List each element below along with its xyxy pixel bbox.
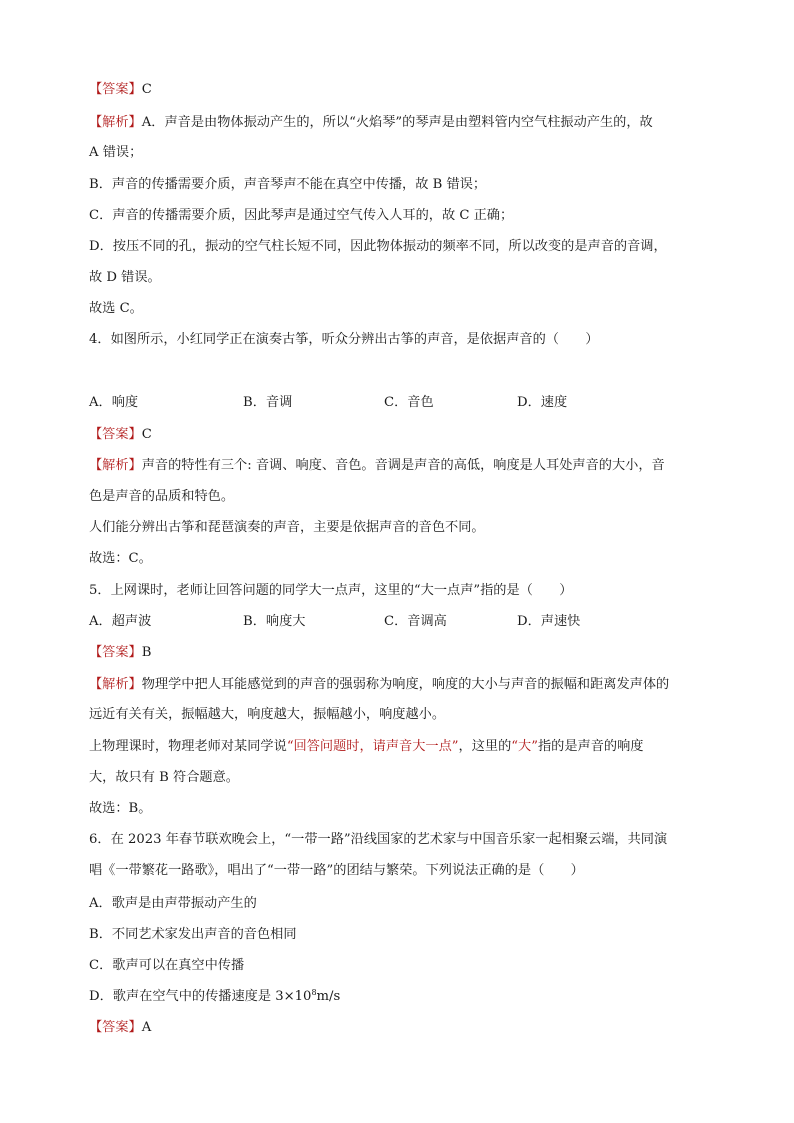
q3-analysis-line-3: B．声音的传播需要介质，声音琴声不能在真空中传播，故 B 错误；	[89, 177, 487, 192]
answer-value: B	[141, 645, 152, 660]
q5-analysis-line-3	[89, 737, 643, 757]
option-text: D．歌声在空气中的传播速度是 3×10	[89, 989, 312, 1004]
answer-value: C	[141, 82, 152, 97]
q6-option-a: A．歌声是由声带振动产生的	[89, 896, 257, 911]
answer-tag: 【答案】	[89, 1020, 142, 1035]
analysis-text: 物理学中把人耳能感觉到的声音的强弱称为响度，响度的大小与声音的振幅和距离发声体的	[141, 677, 670, 692]
q4-option-b: B．音调	[243, 395, 293, 410]
analysis-text: A．声音是由物体振动产生的，所以“火焰琴”的琴声是由塑料管内空气柱振动产生的，故	[141, 115, 653, 130]
q3-answer-line	[89, 80, 152, 100]
analysis-text: 声音的特性有三个: 音调、响度、音色。音调是声音的高低，响度是人耳处声音的大小，音	[141, 458, 665, 473]
quoted-word: “大”	[511, 739, 538, 754]
q3-analysis-line-6: 故 D 错误。	[89, 270, 161, 285]
q3-analysis-line-4: C．声音的传播需要介质，因此琴声是通过空气传入人耳的，故 C 正确；	[89, 208, 514, 223]
q5-conclusion: 故选：B。	[89, 801, 152, 816]
q4-conclusion: 故选：C。	[89, 551, 152, 566]
analysis-tag: 【解析】	[89, 115, 142, 130]
analysis-tag: 【解析】	[89, 458, 142, 473]
q5-analysis-line-4: 大，故只有 B 符合题意。	[89, 770, 239, 785]
q5-option-d: D．声速快	[517, 614, 581, 629]
answer-tag: 【答案】	[89, 645, 142, 660]
q4-analysis-line-2: 色是声音的品质和特色。	[89, 489, 235, 504]
q5-analysis-line-2: 远近有关有关，振幅越大，响度越大，振幅越小，响度越小。	[89, 707, 446, 722]
q3-conclusion: 故选 C。	[89, 301, 143, 316]
q4-analysis-line-3: 人们能分辨出古筝和琵琶演奏的声音，主要是依据声音的音色不同。	[89, 520, 485, 535]
q6-option-b: B．不同艺术家发出声音的音色相同	[89, 927, 297, 942]
analysis-text: 指的是声音的响度	[537, 739, 644, 754]
analysis-text: ，这里的	[458, 739, 512, 754]
q5-option-c: C．音调高	[384, 614, 447, 629]
q3-analysis-line-5: D．按压不同的孔，振动的空气柱长短不同，因此物体振动的频率不同，所以改变的是声音的音调，	[89, 239, 667, 254]
q6-answer-line	[89, 1018, 151, 1038]
q4-stem: 4．如图所示，小红同学正在演奏古筝，听众分辨出古筝的声音，是依据声音的（ ）	[89, 332, 599, 347]
unit: m/s	[316, 989, 341, 1004]
analysis-tag: 【解析】	[89, 677, 142, 692]
analysis-text: 上物理课时，物理老师对某同学说	[89, 739, 287, 754]
exponent: 8	[311, 988, 317, 997]
answer-tag: 【答案】	[89, 427, 142, 442]
answer-tag: 【答案】	[89, 82, 142, 97]
q4-option-a: A．响度	[89, 395, 139, 410]
q6-stem-line-2: 唱《一带繁花一路歌》，唱出了“一带一路”的团结与繁荣。下列说法正确的是（ ）	[89, 863, 584, 878]
answer-value: A	[141, 1020, 152, 1035]
q6-option-c: C．歌声可以在真空中传播	[89, 958, 245, 973]
q3-analysis-line-1	[89, 113, 653, 133]
q6-option-d	[89, 987, 340, 1007]
q6-stem-line-1: 6．在 2023 年春节联欢晚会上，“一带一路”沿线国家的艺术家与中国音乐家一起相聚云端，共同演	[89, 832, 668, 847]
q5-stem: 5．上网课时，老师让回答问题的同学大一点声，这里的“大一点声”指的是（ ）	[89, 583, 573, 598]
answer-value: C	[141, 427, 152, 442]
q4-analysis-line-1	[89, 456, 665, 476]
q3-analysis-line-2: A 错误；	[89, 145, 143, 160]
q5-option-b: B．响度大	[243, 614, 306, 629]
q4-option-d: D．速度	[517, 395, 568, 410]
q5-analysis-line-1	[89, 675, 669, 695]
q5-option-a: A．超声波	[89, 614, 152, 629]
q5-answer-line	[89, 643, 151, 663]
q4-option-c: C．音色	[384, 395, 434, 410]
q4-answer-line	[89, 425, 152, 445]
quoted-phrase: “回答问题时，请声音大一点”	[286, 739, 459, 754]
